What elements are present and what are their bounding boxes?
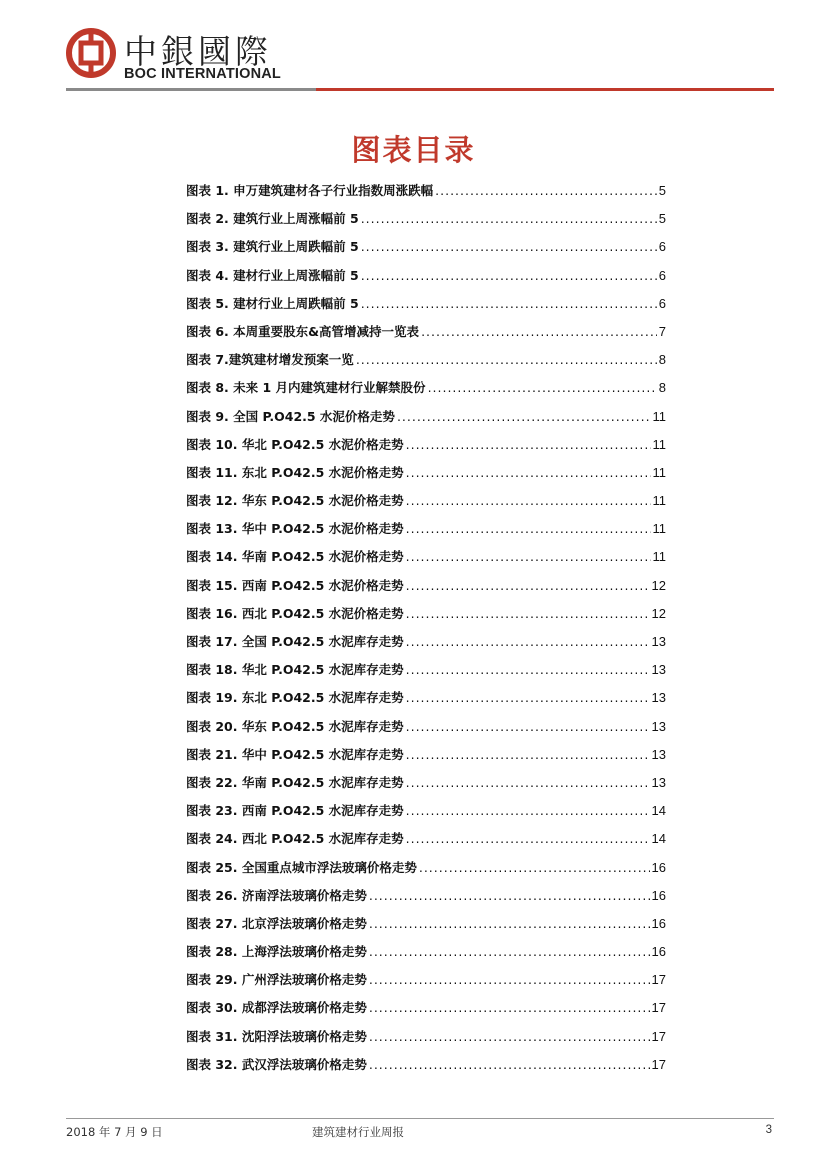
toc-entry-label: 图表 22. 华南 P.O42.5 水泥库存走势 bbox=[186, 774, 404, 790]
toc-entry-page: 5 bbox=[658, 183, 666, 198]
toc-entry[interactable] bbox=[186, 435, 666, 463]
toc-entry[interactable] bbox=[186, 914, 666, 942]
toc-entry[interactable] bbox=[186, 604, 666, 632]
toc-entry-page: 13 bbox=[651, 774, 666, 790]
toc-entry-label: 图表 15. 西南 P.O42.5 水泥价格走势 bbox=[186, 577, 404, 593]
toc-dot-leader bbox=[406, 465, 651, 480]
toc-dot-leader bbox=[406, 549, 651, 564]
toc-entry-label: 图表 13. 华中 P.O42.5 水泥价格走势 bbox=[186, 521, 404, 537]
toc-entry-page: 11 bbox=[652, 436, 666, 452]
toc-dot-leader bbox=[369, 972, 650, 987]
toc-entry-page: 5 bbox=[658, 211, 666, 227]
toc-entry-label: 图表 27. 北京浮法玻璃价格走势 bbox=[186, 915, 367, 931]
toc-entry-label: 图表 10. 华北 P.O42.5 水泥价格走势 bbox=[186, 436, 404, 452]
toc-entry-label: 图表 18. 华北 P.O42.5 水泥库存走势 bbox=[186, 662, 404, 678]
toc-entry-page: 17 bbox=[651, 1056, 666, 1072]
toc-entry[interactable] bbox=[186, 547, 666, 575]
toc-entry-label: 图表 1. 申万建筑建材各子行业指数周涨跌幅 bbox=[186, 183, 434, 198]
toc-entry[interactable] bbox=[186, 378, 666, 406]
toc-dot-leader bbox=[406, 606, 650, 621]
footer-divider bbox=[66, 1118, 774, 1119]
toc-dot-leader bbox=[406, 437, 651, 452]
toc-entry-label: 图表 32. 武汉浮法玻璃价格走势 bbox=[186, 1056, 367, 1072]
toc-dot-leader bbox=[406, 578, 650, 593]
toc-dot-leader bbox=[369, 888, 650, 903]
page-header bbox=[66, 26, 774, 92]
toc-entry-label: 图表 5. 建材行业上周跌幅前 5 bbox=[186, 295, 359, 311]
toc-entry-page: 13 bbox=[651, 746, 666, 762]
toc-entry-label: 图表 14. 华南 P.O42.5 水泥价格走势 bbox=[186, 549, 404, 565]
toc-entry[interactable] bbox=[186, 998, 666, 1026]
toc-entry-label: 图表 26. 济南浮法玻璃价格走势 bbox=[186, 887, 367, 903]
toc-entry[interactable] bbox=[186, 886, 666, 914]
toc-entry-label: 图表 4. 建材行业上周涨幅前 5 bbox=[186, 267, 359, 283]
toc-entry-label: 图表 24. 西北 P.O42.5 水泥库存走势 bbox=[186, 831, 404, 847]
toc-entry[interactable] bbox=[186, 660, 666, 688]
toc-entry[interactable] bbox=[186, 829, 666, 857]
toc-dot-leader bbox=[369, 944, 650, 959]
toc-entry-page: 12 bbox=[651, 577, 666, 593]
toc-dot-leader bbox=[406, 803, 650, 818]
toc-entry-label: 图表 11. 东北 P.O42.5 水泥价格走势 bbox=[186, 464, 404, 480]
toc-entry-page: 11 bbox=[652, 493, 666, 509]
toc-entry-page: 11 bbox=[652, 408, 666, 424]
toc-dot-leader bbox=[406, 831, 650, 846]
toc-entry-page: 17 bbox=[651, 1000, 666, 1016]
toc-entry-page: 8 bbox=[658, 352, 666, 368]
toc-entry-label: 图表 19. 东北 P.O42.5 水泥库存走势 bbox=[186, 690, 404, 706]
toc-entry[interactable] bbox=[186, 463, 666, 491]
toc-dot-leader bbox=[406, 690, 650, 705]
toc-entry-label: 图表 2. 建筑行业上周涨幅前 5 bbox=[186, 211, 359, 227]
toc-dot-leader bbox=[406, 775, 650, 790]
toc-entry-page: 14 bbox=[651, 803, 666, 819]
toc-entry[interactable] bbox=[186, 576, 666, 604]
toc-entry[interactable] bbox=[186, 294, 666, 322]
toc-entry-page: 6 bbox=[658, 239, 666, 255]
toc-entry-label: 图表 28. 上海浮法玻璃价格走势 bbox=[186, 944, 367, 960]
toc-dot-leader bbox=[406, 493, 651, 508]
toc-entry-label: 图表 16. 西北 P.O42.5 水泥价格走势 bbox=[186, 605, 404, 621]
toc-entry[interactable] bbox=[186, 942, 666, 970]
brand-name-chinese: 中銀國際 bbox=[124, 32, 272, 71]
toc-entry-label: 图表 7.建筑建材增发预案一览 bbox=[186, 352, 354, 368]
toc-dot-leader bbox=[369, 1029, 650, 1044]
toc-entry-page: 11 bbox=[652, 464, 666, 480]
boc-logo-icon bbox=[66, 28, 116, 78]
toc-entry-page: 6 bbox=[658, 267, 666, 283]
toc-entry-page: 13 bbox=[651, 690, 666, 706]
toc-entry[interactable] bbox=[186, 209, 666, 237]
toc-entry-page: 8 bbox=[658, 380, 666, 396]
toc-entry-label: 图表 29. 广州浮法玻璃价格走势 bbox=[186, 972, 367, 988]
toc-dot-leader bbox=[369, 1000, 650, 1015]
toc-entry-page: 13 bbox=[651, 718, 666, 734]
toc-entry-label: 图表 23. 西南 P.O42.5 水泥库存走势 bbox=[186, 803, 404, 819]
toc-dot-leader bbox=[356, 352, 657, 367]
header-divider bbox=[66, 88, 774, 91]
toc-dot-leader bbox=[419, 860, 650, 875]
footer-report-name: 建筑建材行业周报 bbox=[312, 1125, 404, 1139]
toc-dot-leader bbox=[361, 268, 657, 283]
toc-dot-leader bbox=[397, 409, 651, 424]
toc-entry-page: 16 bbox=[651, 944, 666, 960]
toc-entry-page: 16 bbox=[651, 915, 666, 931]
toc-entry-label: 图表 31. 沈阳浮法玻璃价格走势 bbox=[186, 1028, 367, 1044]
toc-entry-page: 14 bbox=[651, 831, 666, 847]
toc-entry-page: 7 bbox=[658, 323, 666, 339]
toc-entry[interactable] bbox=[186, 745, 666, 773]
toc-entry[interactable] bbox=[186, 237, 666, 265]
toc-entry-page: 13 bbox=[651, 662, 666, 678]
toc-entry[interactable] bbox=[186, 350, 666, 378]
toc-entry-label: 图表 20. 华东 P.O42.5 水泥库存走势 bbox=[186, 718, 404, 734]
brand-name-english: BOC INTERNATIONAL bbox=[124, 66, 281, 82]
toc-entry-label: 图表 8. 未来 1 月内建筑建材行业解禁股份 bbox=[186, 380, 426, 396]
toc-dot-leader bbox=[406, 747, 650, 762]
toc-entry[interactable] bbox=[186, 322, 666, 350]
toc-entry-page: 17 bbox=[651, 1028, 666, 1044]
toc-entry-label: 图表 17. 全国 P.O42.5 水泥库存走势 bbox=[186, 634, 404, 649]
toc-entry-label: 图表 25. 全国重点城市浮法玻璃价格走势 bbox=[186, 859, 417, 875]
toc-entry-page: 11 bbox=[652, 549, 666, 565]
toc-dot-leader bbox=[406, 521, 651, 536]
toc-dot-leader bbox=[361, 239, 657, 254]
toc-entry-page: 11 bbox=[652, 521, 666, 537]
toc-dot-leader bbox=[428, 380, 657, 395]
toc-entry[interactable] bbox=[186, 519, 666, 547]
toc-dot-leader bbox=[369, 916, 650, 931]
toc-dot-leader bbox=[361, 296, 657, 311]
toc-entry-label: 图表 9. 全国 P.O42.5 水泥价格走势 bbox=[186, 408, 395, 424]
toc-entry[interactable] bbox=[186, 858, 666, 886]
toc-entry[interactable] bbox=[186, 1055, 666, 1083]
toc-entry-page: 13 bbox=[651, 634, 666, 649]
toc-entry[interactable] bbox=[186, 773, 666, 801]
toc-dot-leader bbox=[369, 1057, 650, 1072]
toc-dot-leader bbox=[406, 719, 650, 734]
toc-entry[interactable] bbox=[186, 491, 666, 519]
toc-entry-label: 图表 30. 成都浮法玻璃价格走势 bbox=[186, 1000, 367, 1016]
footer-date: 2018 年 7 月 9 日 bbox=[66, 1125, 163, 1139]
toc-entry-page: 16 bbox=[651, 887, 666, 903]
toc-entry-label: 图表 3. 建筑行业上周跌幅前 5 bbox=[186, 239, 359, 255]
toc-entry[interactable] bbox=[186, 266, 666, 294]
toc-entry[interactable] bbox=[186, 717, 666, 745]
toc-dot-leader bbox=[406, 662, 650, 677]
toc-dot-leader bbox=[435, 183, 657, 198]
toc-entry-label: 图表 21. 华中 P.O42.5 水泥库存走势 bbox=[186, 746, 404, 762]
toc-entry-page: 16 bbox=[651, 859, 666, 875]
page-title: 图表目录 bbox=[351, 133, 476, 167]
toc-entry[interactable] bbox=[186, 688, 666, 716]
toc-entry[interactable] bbox=[186, 632, 666, 660]
toc-entry[interactable] bbox=[186, 1027, 666, 1055]
footer-page-number: 3 bbox=[765, 1124, 772, 1136]
toc-dot-leader bbox=[421, 324, 657, 339]
toc-entry[interactable] bbox=[186, 181, 666, 209]
toc-entry-page: 6 bbox=[658, 295, 666, 311]
toc-entry-label: 图表 12. 华东 P.O42.5 水泥价格走势 bbox=[186, 493, 404, 509]
toc-entry[interactable] bbox=[186, 970, 666, 998]
toc-entry-label: 图表 6. 本周重要股东&高管增减持一览表 bbox=[186, 323, 420, 339]
table-of-figures bbox=[186, 181, 666, 1083]
toc-entry[interactable] bbox=[186, 801, 666, 829]
toc-dot-leader bbox=[361, 211, 657, 226]
toc-dot-leader bbox=[406, 634, 650, 649]
toc-entry[interactable] bbox=[186, 407, 666, 435]
toc-entry-page: 17 bbox=[651, 972, 666, 988]
toc-entry-page: 12 bbox=[651, 605, 666, 621]
